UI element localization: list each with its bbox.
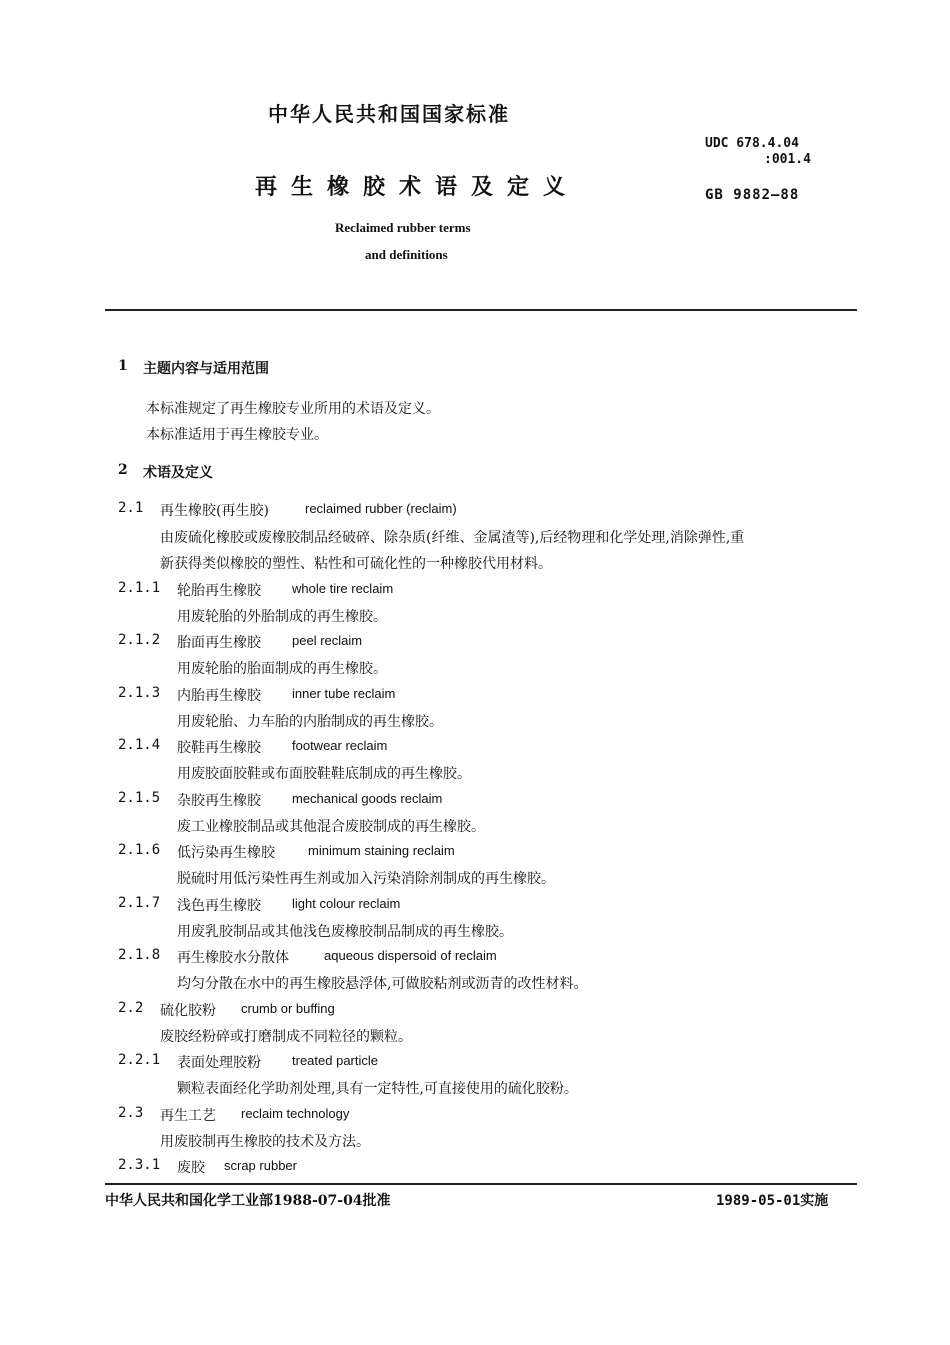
term-definition: 用废轮胎、力车胎的内胎制成的再生橡胶。 <box>177 714 443 730</box>
scope-paragraph: 本标准适用于再生橡胶专业。 <box>146 427 328 443</box>
term-chinese: 再生橡胶水分散体 <box>177 950 289 966</box>
term-chinese: 低污染再生橡胶 <box>177 845 275 861</box>
term-number: 2.1.8 <box>118 947 161 963</box>
term-chinese: 表面处理胶粉 <box>177 1055 261 1071</box>
term-english: reclaimed rubber (reclaim) <box>305 501 457 516</box>
standard-title: 中华人民共和国国家标准 <box>268 102 510 126</box>
term-definition: 废胶经粉碎或打磨制成不同粒径的颗粒。 <box>160 1029 412 1045</box>
section-2-number: 2 <box>118 462 128 478</box>
term-number: 2.1.1 <box>118 580 161 596</box>
english-title-line1: Reclaimed rubber terms <box>335 220 471 235</box>
term-chinese: 内胎再生橡胶 <box>177 688 261 704</box>
gb-code: GB 9882—88 <box>705 187 800 203</box>
term-definition: 用废胶制再生橡胶的技术及方法。 <box>160 1134 370 1150</box>
term-chinese: 胎面再生橡胶 <box>177 635 261 651</box>
approval-note: 中华人民共和国化学工业部1988-07-04批准 <box>105 1193 391 1209</box>
term-english: treated particle <box>292 1053 378 1068</box>
term-number: 2.1 <box>118 500 144 516</box>
term-chinese: 再生工艺 <box>160 1108 216 1124</box>
term-english: whole tire reclaim <box>292 581 394 596</box>
term-definition: 均匀分散在水中的再生橡胶悬浮体,可做胶粘剂或沥青的改性材料。 <box>177 976 588 992</box>
term-number: 2.2 <box>118 1000 144 1016</box>
term-definition: 废工业橡胶制品或其他混合废胶制成的再生橡胶。 <box>177 819 485 835</box>
term-number: 2.1.5 <box>118 790 161 806</box>
term-chinese: 轮胎再生橡胶 <box>177 583 261 599</box>
term-number: 2.1.2 <box>118 632 161 648</box>
term-english: footwear reclaim <box>292 738 388 753</box>
term-english: scrap rubber <box>224 1158 297 1173</box>
term-english: minimum staining reclaim <box>308 843 455 858</box>
udc-code: UDC 678.4.04 <box>705 136 799 151</box>
scope-paragraph: 本标准规定了再生橡胶专业所用的术语及定义。 <box>146 401 440 417</box>
effective-date: 1989-05-01实施 <box>716 1193 829 1209</box>
header-divider <box>105 309 857 311</box>
term-english: peel reclaim <box>292 633 363 648</box>
term-number: 2.2.1 <box>118 1052 161 1068</box>
term-number: 2.1.3 <box>118 685 161 701</box>
footer-divider <box>105 1183 857 1185</box>
term-definition: 新获得类似橡胶的塑性、粘性和可硫化性的一种橡胶代用材料。 <box>160 556 552 572</box>
term-definition: 用废轮胎的外胎制成的再生橡胶。 <box>177 609 387 625</box>
section-1-title: 主题内容与适用范围 <box>143 361 269 377</box>
term-chinese: 硫化胶粉 <box>160 1003 216 1019</box>
term-chinese: 废胶 <box>177 1160 205 1176</box>
term-english: crumb or buffing <box>241 1001 335 1016</box>
term-definition: 用废轮胎的胎面制成的再生橡胶。 <box>177 661 387 677</box>
term-number: 2.1.7 <box>118 895 161 911</box>
term-definition: 颗粒表面经化学助剂处理,具有一定特性,可直接使用的硫化胶粉。 <box>177 1081 578 1097</box>
term-chinese: 浅色再生橡胶 <box>177 898 261 914</box>
term-chinese: 胶鞋再生橡胶 <box>177 740 261 756</box>
document-title: 再生橡胶术语及定义 <box>255 174 580 200</box>
english-title-line2: and definitions <box>365 247 448 262</box>
term-english: aqueous dispersoid of reclaim <box>324 948 497 963</box>
term-definition: 用废乳胶制品或其他浅色废橡胶制品制成的再生橡胶。 <box>177 924 513 940</box>
section-2-title: 术语及定义 <box>143 465 213 481</box>
section-1-number: 1 <box>118 358 128 374</box>
term-english: inner tube reclaim <box>292 686 396 701</box>
term-english: reclaim technology <box>241 1106 350 1121</box>
term-number: 2.3 <box>118 1105 144 1121</box>
term-english: mechanical goods reclaim <box>292 791 443 806</box>
term-chinese: 杂胶再生橡胶 <box>177 793 261 809</box>
term-definition: 用废胶面胶鞋或布面胶鞋鞋底制成的再生橡胶。 <box>177 766 471 782</box>
term-chinese: 再生橡胶(再生胶) <box>160 503 269 519</box>
term-definition: 脱硫时用低污染性再生剂或加入污染消除剂制成的再生橡胶。 <box>177 871 555 887</box>
term-number: 2.3.1 <box>118 1157 161 1173</box>
term-english: light colour reclaim <box>292 896 401 911</box>
term-definition: 由废硫化橡胶或废橡胶制品经破碎、除杂质(纤维、金属渣等),后经物理和化学处理,消除弹性,重 <box>160 530 745 546</box>
udc-code-suffix: :001.4 <box>764 152 811 167</box>
term-number: 2.1.4 <box>118 737 161 753</box>
term-number: 2.1.6 <box>118 842 161 858</box>
